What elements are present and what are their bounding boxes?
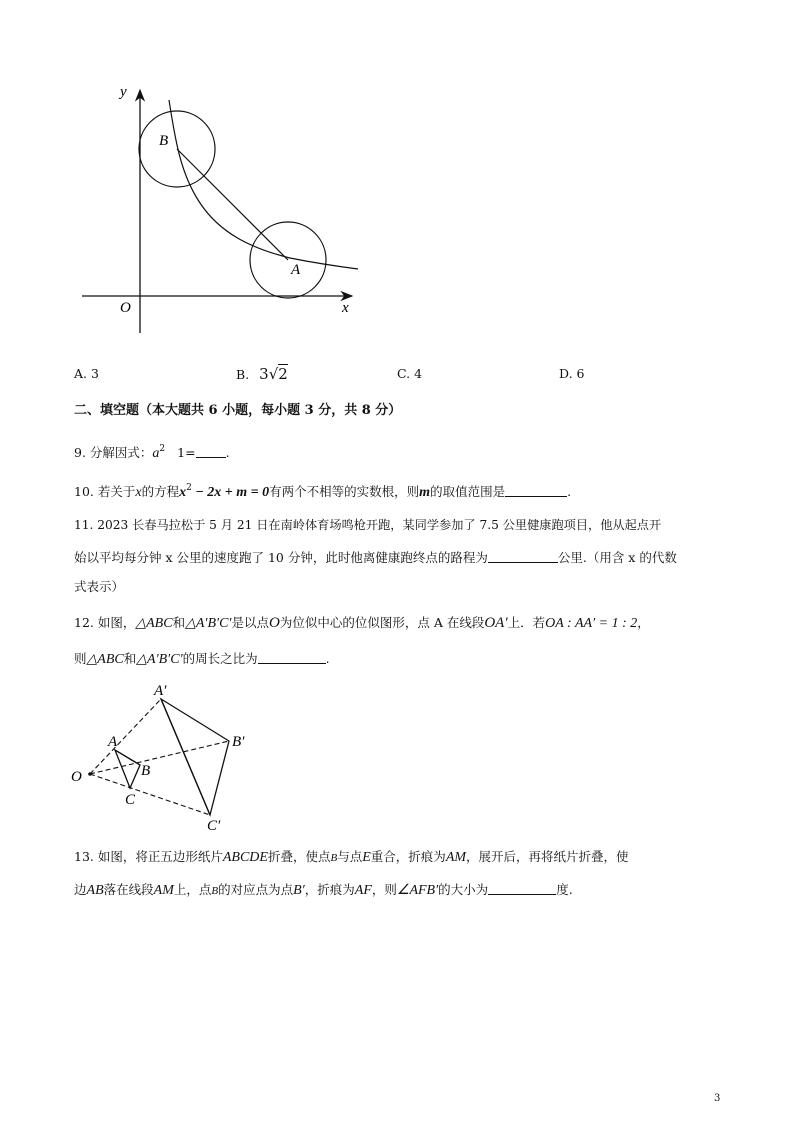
question-11-line2: 始以平均每分钟 x 公里的速度跑了 10 分钟，此时他离健康跑终点的路程为 公里.（用含 x 的代数 bbox=[74, 550, 677, 565]
label-x: x bbox=[342, 300, 349, 316]
triangle-abc bbox=[115, 750, 140, 788]
label-a-prime: A′ bbox=[154, 683, 167, 699]
question-11-line1: 11. 2023 长春马拉松于 5 月 21 日在南岭体育场鸣枪开跑，某同学参加了 7.5 公里健康跑项目，他从起点开 bbox=[74, 518, 662, 532]
figure-homothety bbox=[68, 680, 268, 832]
label-y: y bbox=[120, 84, 127, 100]
hyperbola-curve bbox=[169, 100, 358, 269]
label-a: A bbox=[108, 734, 118, 750]
option-c: C. 4 bbox=[397, 366, 423, 381]
option-b: B. 3√2 bbox=[236, 365, 288, 383]
label-b-prime: B′ bbox=[232, 734, 245, 750]
label-o: O bbox=[71, 769, 82, 785]
segment-a-c-prime bbox=[161, 699, 210, 815]
label-c-prime: C′ bbox=[207, 818, 221, 832]
point-o bbox=[88, 772, 92, 776]
question-9: 9. 分解因式：$a^2$ 1= . bbox=[74, 444, 230, 461]
segment-ab bbox=[177, 149, 288, 260]
label-b: B bbox=[141, 763, 151, 779]
label-a: A bbox=[291, 262, 301, 278]
label-c: C bbox=[125, 792, 136, 808]
option-d: D. 6 bbox=[559, 366, 585, 381]
ray-oa-prime bbox=[90, 699, 161, 774]
question-10: 10. 若关于x的方程$x^2 - 2x + m = 0$有两个不相等的实数根，则m的取值范围是 . bbox=[74, 483, 572, 500]
question-13-line1: 13. 如图，将正五边形纸片ABCDE折叠，使点B与点E重合，折痕为AM，展开后，再将纸片折叠，使 bbox=[74, 849, 629, 865]
label-origin: O bbox=[120, 300, 131, 316]
figure-hyperbola-circles bbox=[70, 78, 370, 340]
question-13-line2: 边AB落在线段AM上，点B的对应点为点B′，折痕为AF，则∠AFB′的大小为 度. bbox=[74, 882, 573, 898]
page-number: 3 bbox=[714, 1093, 721, 1104]
label-b: B bbox=[159, 133, 169, 149]
question-12-line1: 12. 如图，△ABC和△A′B′C′是以点O为位似中心的位似图形，点 A 在线段OA′上．若OA : AA′ = 1 : 2， bbox=[74, 615, 650, 631]
triangle-a-prime-b-prime-c-prime bbox=[161, 699, 229, 815]
question-12-line2: 则△ABC和△A′B′C′的周长之比为 . bbox=[74, 651, 330, 667]
section-heading: 二、填空题（本大题共 6 小题，每小题 3 分，共 8 分） bbox=[74, 403, 402, 418]
ray-oc-prime bbox=[90, 774, 210, 815]
segment-a-b-prime-cross bbox=[115, 750, 140, 765]
option-a: A. 3 bbox=[74, 366, 99, 381]
question-11-line3: 式表示） bbox=[74, 579, 125, 594]
